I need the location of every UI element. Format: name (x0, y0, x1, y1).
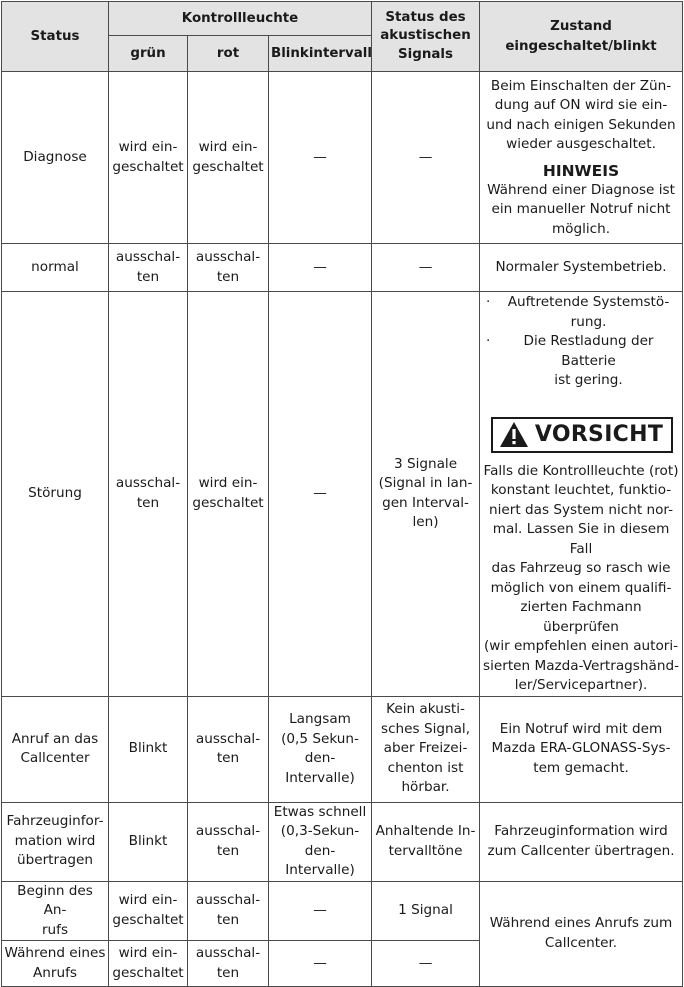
warning-triangle-icon (499, 421, 529, 448)
header-status: Status (2, 2, 109, 72)
blink-waehrend: — (269, 941, 372, 987)
header-rot: rot (188, 36, 269, 72)
rot-diagnose: wird ein- geschaltet (188, 72, 269, 244)
zustand-beginn-waehrend: Während eines Anrufs zum Callcenter. (480, 881, 683, 987)
akustisch-beginn: 1 Signal (372, 881, 480, 941)
blink-beginn: — (269, 881, 372, 941)
hinweis-title: HINWEIS (542, 161, 620, 180)
row-diagnose (2, 72, 683, 244)
akustisch-waehrend: — (372, 941, 480, 987)
status-anruf: Anruf an das Callcenter (2, 696, 109, 802)
zustand-stoerung: · Auftretende Systemstö- rung. · Die Restladung der Batterie ist gering. VORSICHT Falls die Kontrollleuchte (rot) konstant leuchtet, funktio- niert das System nicht nor- mal. Lassen Sie in diesem Fall das Fahrzeug so rasch wie möglich von einem qualifi- zierten Fachmann überprüfen (wir empfehlen einen autori- sierten Mazda-Vertragshänd- ler/Servicepartner). (480, 292, 683, 697)
rot-normal: ausschal- ten (188, 244, 269, 292)
status-beginn: Beginn des An- rufs (2, 881, 109, 941)
blink-diagnose: — (269, 72, 372, 244)
gruen-diagnose: wird ein- geschaltet (109, 72, 188, 244)
rot-stoerung: wird ein- geschaltet (188, 292, 269, 697)
gruen-beginn: wird ein- geschaltet (109, 881, 188, 941)
row-normal (2, 244, 683, 292)
akustisch-stoerung: 3 Signale (Signal in lan- gen Interval- len) (372, 292, 480, 697)
zustand-anruf: Ein Notruf wird mit dem Mazda ERA-GLONASS-Sys- tem gemacht. (480, 696, 683, 802)
gruen-normal: ausschal- ten (109, 244, 188, 292)
blink-fahrzeuginfo: Etwas schnell (0,3-Sekun- den-Intervalle) (269, 802, 372, 881)
vorsicht-box (491, 417, 673, 453)
status-stoerung: Störung (2, 292, 109, 697)
status-fahrzeuginfo: Fahrzeuginfor- mation wird übertragen (2, 802, 109, 881)
header-row-1 (2, 2, 683, 36)
row-beginn (2, 881, 683, 941)
status-table (1, 1, 683, 987)
vorsicht-label: VORSICHT (534, 421, 664, 447)
header-gruen: grün (109, 36, 188, 72)
zustand-diagnose: Beim Einschalten der Zün- dung auf ON wird sie ein- und nach einigen Sekunden wieder ausgeschaltet. HINWEIS Während einer Diagnose ist ein manueller Notruf nicht möglich. (480, 72, 683, 244)
zustand-normal: Normaler Systembetrieb. (480, 244, 683, 292)
status-waehrend: Während eines Anrufs (2, 941, 109, 987)
blink-stoerung: — (269, 292, 372, 697)
rot-fahrzeuginfo: ausschal- ten (188, 802, 269, 881)
status-diagnose: Diagnose (2, 72, 109, 244)
status-normal: normal (2, 244, 109, 292)
gruen-waehrend: wird ein- geschaltet (109, 941, 188, 987)
gruen-anruf: Blinkt (109, 696, 188, 802)
header-akustisch: Status des akustischen Signals (372, 2, 480, 72)
header-zustand: Zustand eingeschaltet/blinkt (480, 2, 683, 72)
akustisch-diagnose: — (372, 72, 480, 244)
blink-anruf: Langsam (0,5 Sekun- den-Intervalle) (269, 696, 372, 802)
akustisch-anruf: Kein akusti- sches Signal, aber Freizei- chenton ist hörbar. (372, 696, 480, 802)
blink-normal: — (269, 244, 372, 292)
header-blinkintervall: Blinkintervall (269, 36, 372, 72)
akustisch-normal: — (372, 244, 480, 292)
rot-beginn: ausschal- ten (188, 881, 269, 941)
row-fahrzeuginfo (2, 802, 683, 881)
gruen-stoerung: ausschal- ten (109, 292, 188, 697)
rot-waehrend: ausschal- ten (188, 941, 269, 987)
row-anruf (2, 696, 683, 802)
akustisch-fahrzeuginfo: Anhaltende In- tervalltöne (372, 802, 480, 881)
rot-anruf: ausschal- ten (188, 696, 269, 802)
bullet-item: · Auftretende Systemstö- rung. (486, 294, 670, 330)
row-stoerung (2, 292, 683, 697)
zustand-fahrzeuginfo: Fahrzeuginformation wird zum Callcenter übertragen. (480, 802, 683, 881)
gruen-fahrzeuginfo: Blinkt (109, 802, 188, 881)
header-kontrollleuchte: Kontrollleuchte (109, 2, 372, 36)
bullet-item: · Die Restladung der Batterie ist gering. (486, 333, 654, 388)
stoerung-bullet-list (482, 293, 680, 391)
